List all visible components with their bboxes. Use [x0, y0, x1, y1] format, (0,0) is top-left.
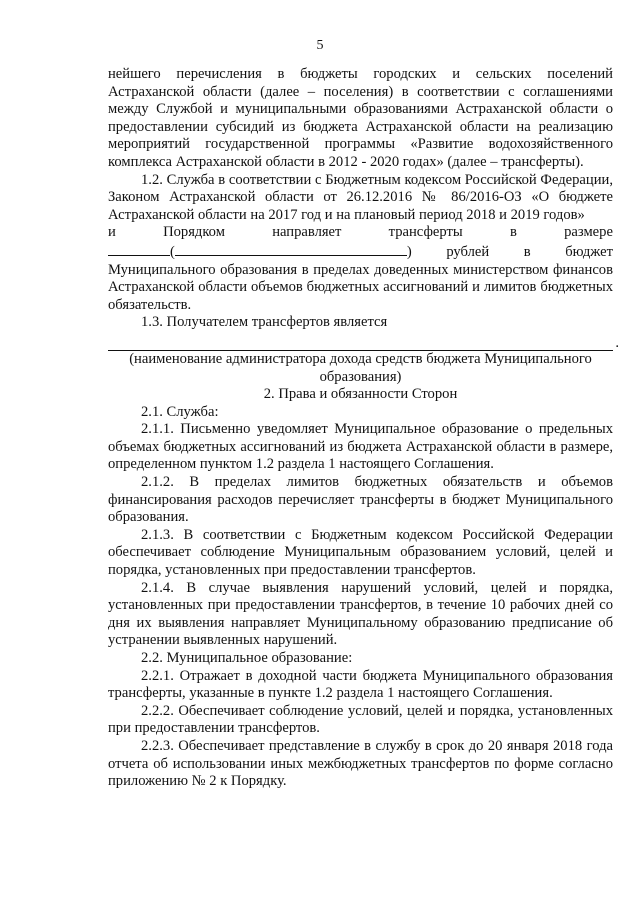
paragraph-2-1-1: 2.1.1. Письменно уведомляет Муниципальное образование о предельных объемах бюджетных ассигнований из бюджета Астраханской области в размере, определенном пунктом 1.2 раздела 1 настоящего Соглашения. [108, 421, 613, 473]
paragraph-1-2-spread-line [108, 224, 613, 242]
paragraph-2-2-3: 2.2.3. Обеспечивает представление в службу в срок до 20 января 2018 года отчета об использовании иных межбюджетных трансфертов по форме согласно приложению № 2 к Порядку. [108, 737, 613, 790]
paragraph-2-2-2: 2.2.2. Обеспечивает соблюдение условий, целей и порядка, установленных при предоставлении трансфертов. [108, 702, 613, 737]
spread-word-1: и [108, 224, 116, 241]
paragraph-2-1-3: 2.1.3. В соответствии с Бюджетным кодексом Российской Федерации обеспечивает соблюдение Муниципальным образованием условий, целей и порядка, установленных при предоставлении трансфертов. [108, 526, 613, 579]
intro-paragraph: нейшего перечисления в бюджеты городских и сельских поселений Астраханской области (далее – поселения) в соответствии с соглашениями между Службой и муниципальными образованиями Астраханской области о предоставлении субсидий из бюджета Астраханской области на реализацию мероприятий государственной программы «Развитие водохозяйственного комплекса Астраханской области в 2012 - 2020 годах» (далее – трансферты). [108, 66, 613, 170]
paragraph-2-1: 2.1. Служба: [141, 403, 219, 420]
paragraph-1-2-continuation [108, 242, 613, 314]
page-number: 5 [316, 38, 324, 53]
spread-word-4: трансферты [388, 224, 463, 241]
paragraph-2-2-1: 2.2.1. Отражает в доходной части бюджета Муниципального образования трансферты, указанные в пункте 1.2 раздела 1 настоящего Соглашения. [108, 667, 613, 702]
amount-blank [108, 242, 170, 256]
paragraph-2-1-2: 2.1.2. В пределах лимитов бюджетных обязательств и объемов финансирования расходов перечисляет трансферты в бюджет Муниципального образования. [108, 474, 613, 526]
paragraph-2-2: 2.2. Муниципальное образование: [141, 650, 353, 666]
spread-word-3: направляет [272, 224, 342, 241]
spread-word-2: Порядком [163, 224, 225, 241]
paragraph-1-2: 1.2. Служба в соответствии с Бюджетным кодексом Российской Федерации, Законом Астраханской области от 26.12.2016 № 86/2016-ОЗ «О бюджете Астраханской области на 2017 год и на плановый период 2018 и 2019 годов» [108, 171, 613, 223]
open-paren: ( [170, 243, 175, 260]
paragraph-2-1-4: 2.1.4. В случае выявления нарушений условий, целей и порядка, установленных при предоставлении трансфертов, в течение 10 рабочих дней со дня их выявления направляет Муниципальному образованию предписание об устранении выявленных нарушений. [108, 579, 613, 649]
paragraph-1-2-after-blanks: ) рублей в бюджет Муниципального образования в пределах доведенных министерством финансов Астраханской области объемов бюджетных ассигнований и лимитов бюджетных обязательств. [108, 243, 613, 313]
spread-word-5: в [509, 224, 517, 241]
section-2-heading: 2. Права и обязанности Сторон [263, 386, 458, 403]
amount-words-blank [175, 242, 407, 256]
recipient-blank-line [108, 336, 613, 351]
document-body [108, 66, 613, 791]
spread-word-6: размере [564, 224, 613, 241]
recipient-caption: (наименование администратора дохода средств бюджета Муниципального образования) [129, 350, 592, 385]
paragraph-1-3: 1.3. Получателем трансфертов является [141, 314, 388, 331]
